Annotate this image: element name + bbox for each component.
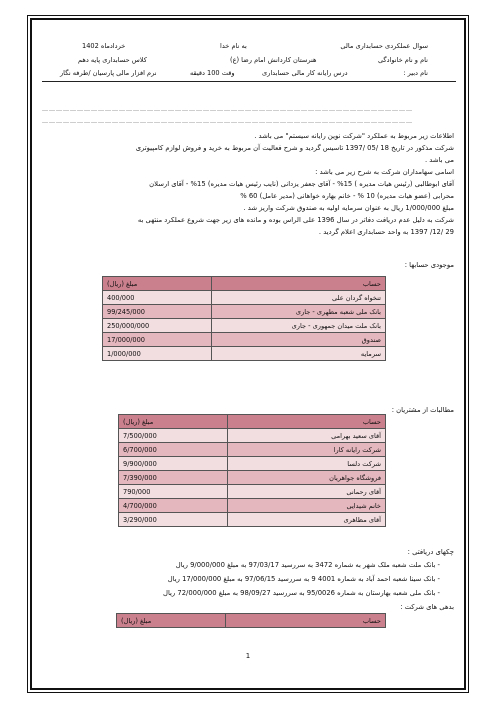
balances-heading: موجودی حسابها :: [404, 261, 454, 269]
amount-cell: 250/000/000: [103, 319, 212, 333]
amount-cell: 790/000: [119, 485, 228, 499]
amount-cell: 17/000/000: [103, 333, 212, 347]
class-name: کلاس حسابداری پایه دهم: [78, 56, 147, 64]
header-divider: [42, 81, 456, 82]
table-row: [103, 319, 386, 333]
amount-cell: 3/290/000: [119, 513, 228, 527]
amount-cell: 9/900/000: [119, 457, 228, 471]
account-cell: صندوق: [212, 333, 386, 347]
cheque-item: - بانک سینا شعبه احمد آباد به شماره 4001 9 به سررسید 97/06/15 به مبلغ 17/000/000 ریال: [167, 575, 440, 583]
teacher-label: نام دبیر :: [403, 69, 428, 77]
answer-line: ……………………………………………………………………………………………………………………………………………: [42, 118, 413, 125]
table-row: [119, 429, 386, 443]
amount-cell: 400/000: [103, 291, 212, 305]
exam-time: وقت 100 دقیقه: [190, 69, 235, 77]
column-header-amount: مبلغ (ریال): [119, 415, 228, 429]
debts-table: [116, 613, 386, 628]
account-cell: بانک ملی شعبه مطهری - جاری: [212, 305, 386, 319]
intro-line: مبلغ 1/000/000 ریال به عنوان سرمایه اولیه به صندوق شرکت واریز شد .: [243, 204, 454, 212]
intro-line: اسامی سهامداران شرکت به شرح زیر می باشد :: [315, 168, 454, 176]
table-header-row: [119, 415, 386, 429]
intro-line: آقای ابوطالبی (رئیس هیات مدیره ) 15% - آقای جعفر یزدانی (نایب رئیس هیات مدیره) 15% - آقای ارسلان: [149, 180, 454, 188]
bismillah: به نام خدا: [220, 42, 247, 50]
account-cell: بانک ملت میدان جمهوری - جاری: [212, 319, 386, 333]
amount-cell: 4/700/000: [119, 499, 228, 513]
account-cell: شرکت رایانه کارا: [228, 443, 386, 457]
exam-date: خردادماه 1402: [82, 42, 126, 50]
cheque-item: - بانک ملی شعبه بهارستان به شماره 95/0026 به سررسید 98/09/27 به مبلغ 72/000/000 ریال: [163, 589, 440, 597]
column-header-amount: مبلغ (ریال): [117, 614, 226, 628]
exam-title: سوال عملکردی حسابداری مالی: [340, 42, 428, 50]
intro-line: اطلاعات زیر مربوط به عملکرد "شرکت نوین رایانه سیستم" می باشد .: [254, 132, 454, 140]
page-number: 1: [245, 652, 251, 660]
cheque-item: - بانک ملت شعبه ملک شهر به شماره 3472 به سررسید 97/03/17 به مبلغ 9/000/000 ریال: [175, 561, 440, 569]
table-header-row: [103, 277, 386, 291]
account-cell: آقای رحمانی: [228, 485, 386, 499]
account-cell: خانم شیدایی: [228, 499, 386, 513]
table-row: [119, 513, 386, 527]
course-name: درس رایانه کار مالی حسابداری: [262, 69, 348, 77]
account-cell: تنخواه گردان علی: [212, 291, 386, 305]
amount-cell: 7/500/000: [119, 429, 228, 443]
balances-table: [102, 276, 386, 361]
account-cell: سرمایه: [212, 347, 386, 361]
intro-line: محرابی (عضو هیات مدیره) 10 % - خانم بهاره خواهانی (مدیر عامل) 60 %: [240, 192, 454, 200]
amount-cell: 6/700/000: [119, 443, 228, 457]
amount-cell: 99/245/000: [103, 305, 212, 319]
table-row: [119, 499, 386, 513]
column-header-amount: مبلغ (ریال): [103, 277, 212, 291]
table-row: [103, 347, 386, 361]
column-header-account: حساب: [228, 415, 386, 429]
intro-line: می باشد .: [424, 156, 454, 164]
table-row: [119, 471, 386, 485]
table-header-row: [117, 614, 386, 628]
account-cell: فروشگاه جواهریان: [228, 471, 386, 485]
answer-line: ……………………………………………………………………………………………………………………………………………: [42, 106, 413, 113]
debts-heading: بدهی های شرکت :: [400, 603, 454, 611]
intro-line: شرکت به دلیل عدم دریافت دفاتر در سال 1396 علی الراس بوده و مانده های زیر جهت شروع عملکرد منتهی به: [137, 216, 454, 224]
account-cell: شرکت دلسا: [228, 457, 386, 471]
table-row: [119, 485, 386, 499]
name-label: نام و نام خانوادگی: [377, 56, 428, 64]
school-name: هنرستان کاردانش امام رضا (ع): [230, 56, 317, 64]
amount-cell: 7/390/000: [119, 471, 228, 485]
intro-line: 29 /12/ 1397 به واحد حسابداری اعلام گردید .: [318, 228, 454, 236]
receivables-table: [118, 414, 386, 527]
account-cell: آقای مظاهری: [228, 513, 386, 527]
table-row: [119, 443, 386, 457]
receivables-heading: مطالبات از مشتریان :: [391, 406, 454, 414]
column-header-account: حساب: [226, 614, 386, 628]
table-row: [103, 291, 386, 305]
table-row: [119, 457, 386, 471]
amount-cell: 1/000/000: [103, 347, 212, 361]
table-row: [103, 333, 386, 347]
table-row: [103, 305, 386, 319]
account-cell: آقای سعید بهرامی: [228, 429, 386, 443]
column-header-account: حساب: [212, 277, 386, 291]
intro-line: شرکت مذکور در تاریخ 18 /05 /1397 تاسیس گردید و شرح فعالیت آن مربوط به خرید و فروش لوازم کامپیوتری: [135, 144, 454, 152]
software-name: نرم افزار مالی پارسیان /طرفه نگار: [60, 69, 157, 77]
cheques-heading: چکهای دریافتی :: [407, 548, 454, 556]
